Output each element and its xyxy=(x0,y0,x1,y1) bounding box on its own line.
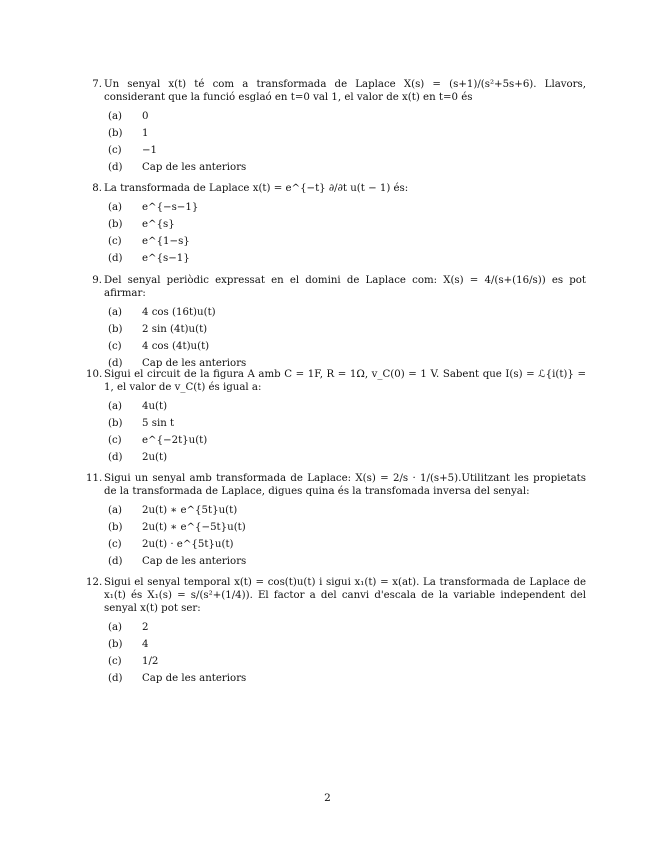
options-list xyxy=(108,619,586,687)
option-label: (b) xyxy=(108,639,123,650)
option-text: e^{−2t}u(t) xyxy=(142,435,208,446)
option-b xyxy=(108,321,586,338)
question-11 xyxy=(86,472,586,570)
option-text: 1 xyxy=(142,128,149,139)
option-a xyxy=(108,108,586,125)
option-c xyxy=(108,653,586,670)
options-list xyxy=(108,108,586,176)
option-label: (d) xyxy=(108,452,123,463)
options-list xyxy=(108,502,586,570)
options-list xyxy=(108,199,586,267)
question-text: La transformada de Laplace x(t) = e^{−t} ∂/∂t u(t − 1) és: xyxy=(104,183,409,194)
option-text: −1 xyxy=(142,145,158,156)
option-label: (c) xyxy=(108,656,122,667)
option-label: (b) xyxy=(108,219,123,230)
option-b xyxy=(108,636,586,653)
option-text: Cap de les anteriors xyxy=(142,556,247,567)
question-text: Sigui el senyal temporal x(t) = cos(t)u(t) i sigui x₁(t) = x(at). La transformada de Laplace de x₁(t) és X₁(s) = s/(s²+(1/4)). El factor a del canvi d'escala de la variable independent del senyal x(t) pot ser: xyxy=(104,577,586,614)
option-label: (d) xyxy=(108,253,123,264)
option-b xyxy=(108,216,586,233)
question-8 xyxy=(86,182,586,267)
option-text: e^{−s−1} xyxy=(142,202,199,213)
options-list xyxy=(108,398,586,466)
option-text: Cap de les anteriors xyxy=(142,358,247,369)
option-label: (a) xyxy=(108,401,123,412)
option-text: 2u(t) xyxy=(142,452,168,463)
option-text: 2 sin (4t)u(t) xyxy=(142,324,208,335)
option-label: (b) xyxy=(108,324,123,335)
option-c xyxy=(108,536,586,553)
option-d xyxy=(108,449,586,466)
option-text: 4 cos (4t)u(t) xyxy=(142,341,210,352)
option-c xyxy=(108,142,586,159)
option-label: (d) xyxy=(108,162,123,173)
option-label: (a) xyxy=(108,622,123,633)
option-label: (c) xyxy=(108,435,122,446)
option-text: 2 xyxy=(142,622,149,633)
page-number: 2 xyxy=(324,792,331,804)
option-label: (d) xyxy=(108,358,123,369)
option-d xyxy=(108,670,586,687)
question-number: 7. xyxy=(92,79,102,90)
option-label: (c) xyxy=(108,145,122,156)
option-text: 4 cos (16t)u(t) xyxy=(142,307,216,318)
option-b xyxy=(108,415,586,432)
option-text: 4 xyxy=(142,639,149,650)
option-label: (a) xyxy=(108,111,123,122)
option-c xyxy=(108,432,586,449)
question-7 xyxy=(86,78,586,176)
option-a xyxy=(108,304,586,321)
option-label: (a) xyxy=(108,307,123,318)
option-b xyxy=(108,125,586,142)
question-text: Sigui un senyal amb transformada de Laplace: X(s) = 2/s · 1/(s+5).Utilitzant les propietats de la transformada de Laplace, digues quina és la transfomada inversa del senyal: xyxy=(104,473,586,497)
option-text: e^{s−1} xyxy=(142,253,190,264)
option-text: 5 sin t xyxy=(142,418,175,429)
option-text: 2u(t) ∗ e^{5t}u(t) xyxy=(142,505,238,516)
option-b xyxy=(108,519,586,536)
option-text: 0 xyxy=(142,111,149,122)
option-label: (b) xyxy=(108,128,123,139)
option-a xyxy=(108,199,586,216)
option-c xyxy=(108,233,586,250)
option-label: (c) xyxy=(108,236,122,247)
option-d xyxy=(108,250,586,267)
question-number: 12. xyxy=(86,577,103,588)
option-a xyxy=(108,398,586,415)
question-9 xyxy=(86,274,586,372)
option-text: Cap de les anteriors xyxy=(142,162,247,173)
option-label: (d) xyxy=(108,556,123,567)
option-text: 2u(t) · e^{5t}u(t) xyxy=(142,539,234,550)
question-number: 8. xyxy=(92,183,102,194)
option-text: 4u(t) xyxy=(142,401,168,412)
option-label: (a) xyxy=(108,505,123,516)
question-number: 10. xyxy=(86,369,103,380)
option-text: e^{1−s} xyxy=(142,236,190,247)
options-list xyxy=(108,304,586,372)
question-text: Un senyal x(t) té com a transformada de Laplace X(s) = (s+1)/(s²+5s+6). Llavors, considerant que la funció esglaó en t=0 val 1, el valor de x(t) en t=0 és xyxy=(104,79,586,103)
option-label: (b) xyxy=(108,522,123,533)
option-d xyxy=(108,553,586,570)
option-text: e^{s} xyxy=(142,219,175,230)
option-label: (c) xyxy=(108,341,122,352)
option-a xyxy=(108,502,586,519)
question-12 xyxy=(86,576,586,687)
option-label: (a) xyxy=(108,202,123,213)
question-text: Sigui el circuit de la figura A amb C = 1F, R = 1Ω, v_C(0) = 1 V. Sabent que I(s) = ℒ{i(t)} = 1, el valor de v_C(t) és igual a: xyxy=(104,369,586,393)
question-10 xyxy=(86,368,586,466)
option-c xyxy=(108,338,586,355)
question-number: 11. xyxy=(86,473,103,484)
option-d xyxy=(108,159,586,176)
option-label: (d) xyxy=(108,673,123,684)
option-a xyxy=(108,619,586,636)
option-label: (c) xyxy=(108,539,122,550)
question-text: Del senyal periòdic expressat en el domini de Laplace com: X(s) = 4/(s+(16/s)) es pot afirmar: xyxy=(104,275,586,299)
option-text: 1/2 xyxy=(142,656,159,667)
option-text: 2u(t) ∗ e^{−5t}u(t) xyxy=(142,522,246,533)
option-text: Cap de les anteriors xyxy=(142,673,247,684)
option-label: (b) xyxy=(108,418,123,429)
question-number: 9. xyxy=(92,275,102,286)
